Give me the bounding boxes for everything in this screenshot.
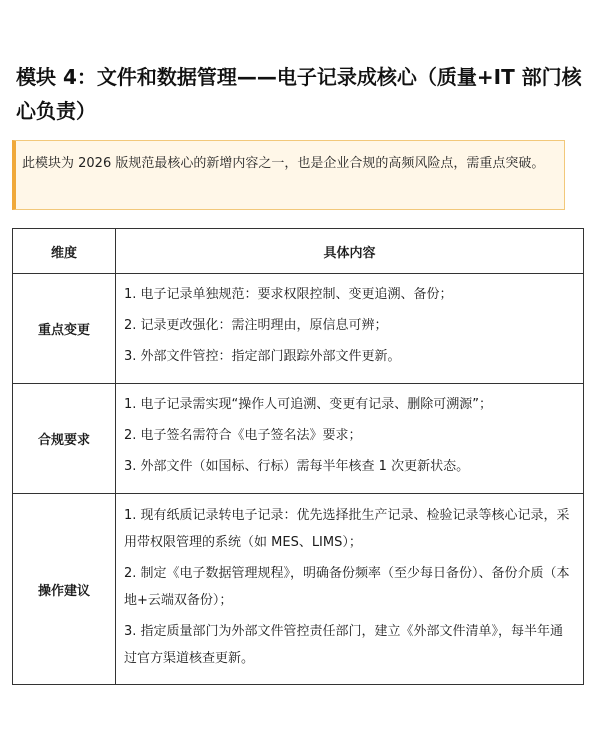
row-dimension: 操作建议 bbox=[13, 494, 116, 685]
list-item: 2. 制定《电子数据管理规程》，明确备份频率（至少每日备份）、备份介质（本地+云端双备份）； bbox=[124, 566, 570, 608]
row-dimension: 合规要求 bbox=[13, 384, 116, 494]
row-content bbox=[116, 384, 584, 494]
table-header-row bbox=[13, 229, 584, 274]
content-table bbox=[12, 228, 584, 685]
list-item: 1. 电子记录需实现“操作人可追溯、变更有记录、删除可溯源”； bbox=[124, 397, 493, 412]
table-row bbox=[13, 274, 584, 384]
table-row bbox=[13, 384, 584, 494]
page-title: 模块 4：文件和数据管理——电子记录成核心（质量+IT 部门核心负责） bbox=[16, 65, 582, 123]
row-content bbox=[116, 274, 584, 384]
callout-text: 此模块为 2026 版规范最核心的新增内容之一，也是企业合规的高频风险点，需重点突破。 bbox=[22, 156, 545, 171]
list-item: 2. 记录更改强化：需注明理由，原信息可辨； bbox=[124, 318, 388, 333]
header-content: 具体内容 bbox=[116, 229, 584, 274]
list-item: 1. 现有纸质记录转电子记录：优先选择批生产记录、检验记录等核心记录，采用带权限管理的系统（如 MES、LIMS）； bbox=[124, 508, 570, 550]
table-row bbox=[13, 494, 584, 685]
list-item: 3. 外部文件（如国标、行标）需每半年核查 1 次更新状态。 bbox=[124, 459, 470, 474]
list-item: 1. 电子记录单独规范：要求权限控制、变更追溯、备份； bbox=[124, 287, 453, 302]
list-item: 3. 指定质量部门为外部文件管控责任部门，建立《外部文件清单》，每半年通过官方渠道核查更新。 bbox=[124, 624, 564, 666]
callout-note bbox=[12, 140, 565, 210]
row-dimension: 重点变更 bbox=[13, 274, 116, 384]
list-item: 3. 外部文件管控：指定部门跟踪外部文件更新。 bbox=[124, 349, 401, 364]
list-item: 2. 电子签名需符合《电子签名法》要求； bbox=[124, 428, 362, 443]
row-content bbox=[116, 494, 584, 685]
header-dimension: 维度 bbox=[13, 229, 116, 274]
